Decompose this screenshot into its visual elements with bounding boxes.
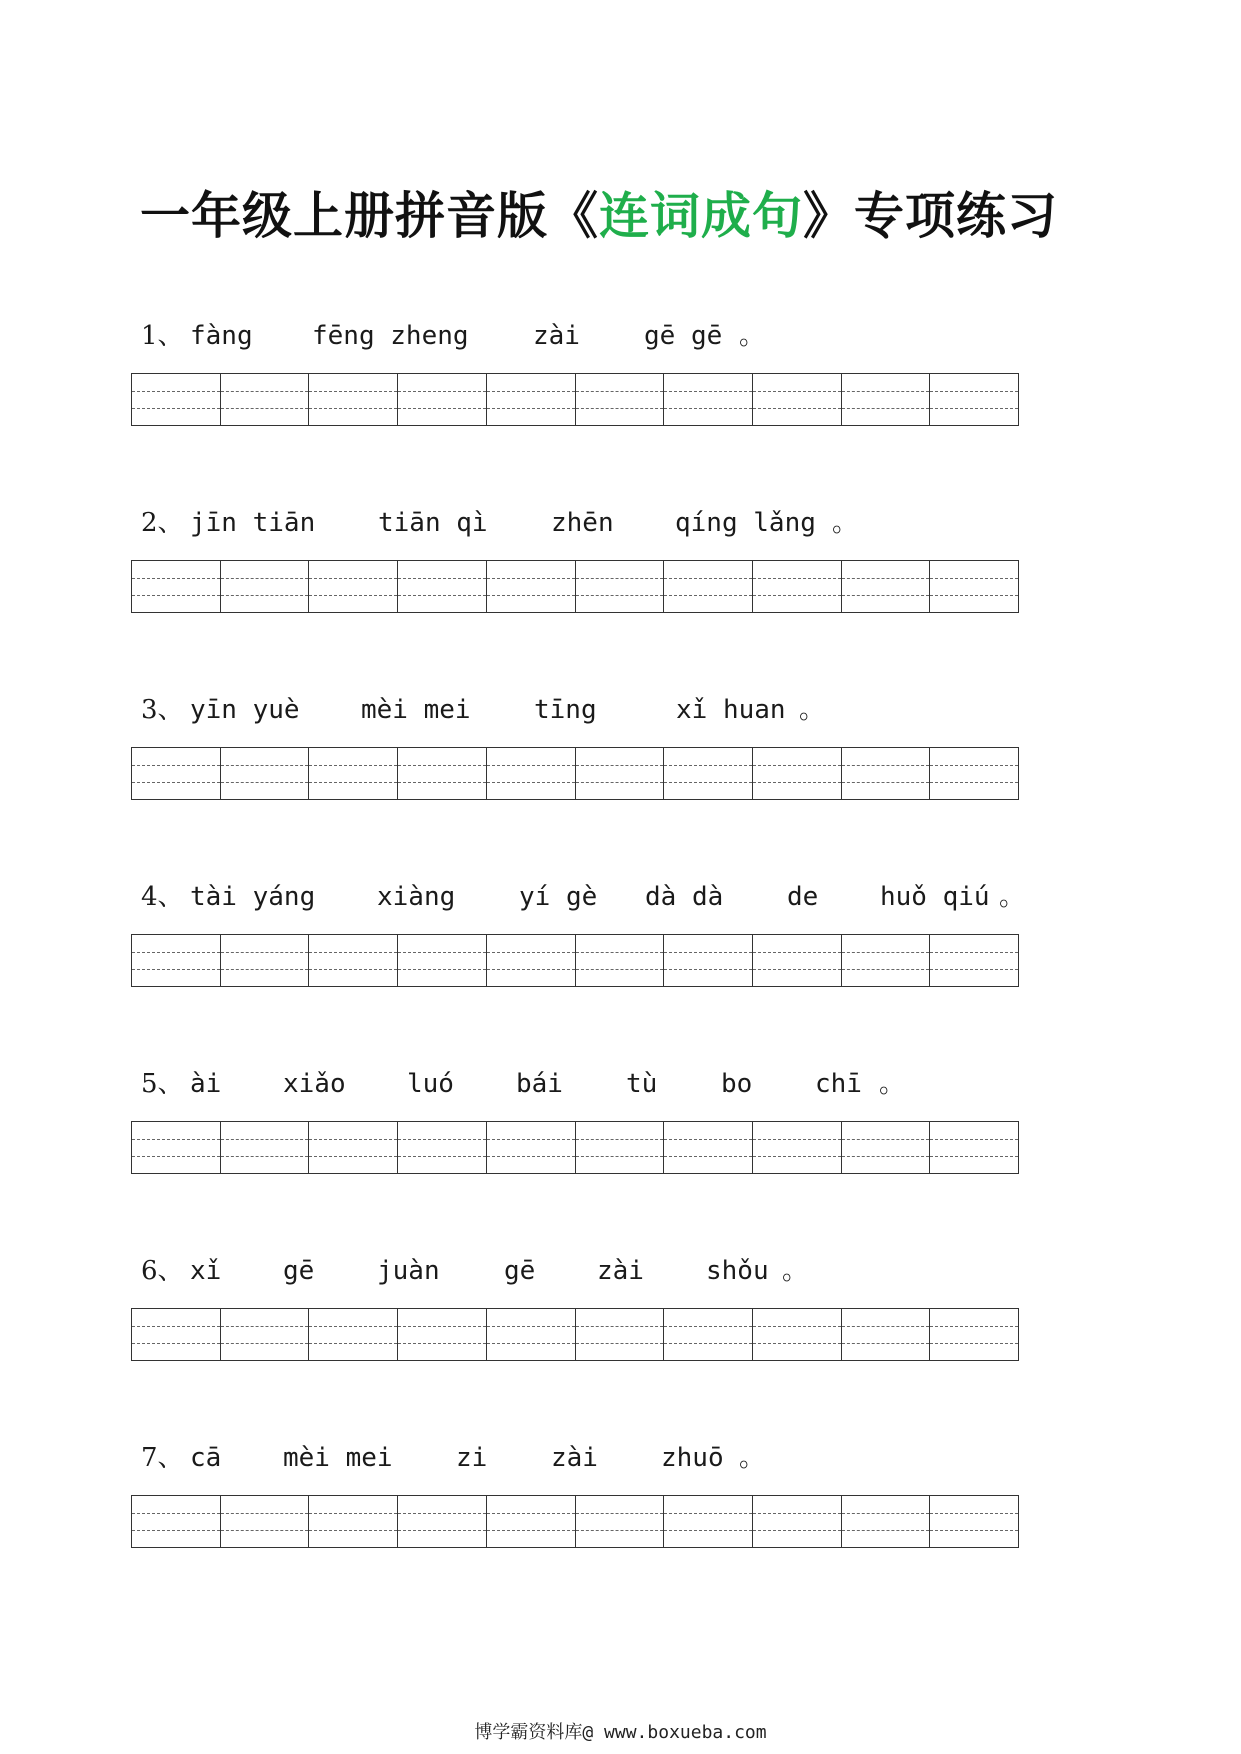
answer-cell[interactable]	[576, 1122, 665, 1173]
pinyin-word: xǐ huan	[676, 695, 786, 725]
answer-cell[interactable]	[664, 935, 753, 986]
answer-cell[interactable]	[132, 561, 221, 612]
answer-cell[interactable]	[930, 1496, 1018, 1547]
answer-cell[interactable]	[398, 1122, 487, 1173]
answer-cell[interactable]	[930, 374, 1018, 425]
title-before: 一年级上册拼音版《	[140, 187, 599, 245]
answer-cell[interactable]	[576, 1309, 665, 1360]
answer-cell[interactable]	[132, 1496, 221, 1547]
question-number: 7、	[141, 1443, 184, 1473]
answer-cell[interactable]	[576, 935, 665, 986]
answer-cell[interactable]	[753, 748, 842, 799]
pinyin-word: 。	[999, 882, 1026, 912]
answer-cell[interactable]	[487, 748, 576, 799]
answer-cell[interactable]	[930, 935, 1018, 986]
answer-grid[interactable]	[131, 1308, 1019, 1361]
pinyin-word: dà dà	[645, 882, 724, 912]
answer-cell[interactable]	[132, 374, 221, 425]
pinyin-word: qíng lǎng	[675, 508, 816, 538]
title-after: 》专项练习	[803, 187, 1058, 245]
pinyin-word: zài	[551, 1443, 598, 1473]
answer-cell[interactable]	[398, 935, 487, 986]
answer-cell[interactable]	[221, 1496, 310, 1547]
answer-cell[interactable]	[132, 1309, 221, 1360]
answer-cell[interactable]	[753, 1122, 842, 1173]
answer-cell[interactable]	[664, 1122, 753, 1173]
pinyin-word: tiān qì	[378, 508, 488, 538]
answer-cell[interactable]	[309, 374, 398, 425]
pinyin-word: gē	[283, 1256, 315, 1286]
pinyin-word: 。	[739, 321, 766, 351]
answer-cell[interactable]	[664, 1309, 753, 1360]
answer-cell[interactable]	[576, 748, 665, 799]
answer-cell[interactable]	[132, 935, 221, 986]
answer-cell[interactable]	[842, 748, 931, 799]
pinyin-word: jīn tiān	[190, 508, 316, 538]
pinyin-word: xǐ	[190, 1256, 222, 1286]
answer-cell[interactable]	[753, 1496, 842, 1547]
answer-cell[interactable]	[664, 1496, 753, 1547]
question-number: 4、	[141, 882, 184, 912]
pinyin-word: xiǎo	[283, 1069, 346, 1099]
answer-cell[interactable]	[842, 1496, 931, 1547]
question-number: 5、	[141, 1069, 184, 1099]
pinyin-word: gē	[504, 1256, 536, 1286]
pinyin-word: zi	[456, 1443, 488, 1473]
pinyin-word: mèi mei	[283, 1443, 393, 1473]
answer-grid[interactable]	[131, 747, 1019, 800]
answer-cell[interactable]	[132, 748, 221, 799]
pinyin-word: shǒu	[706, 1256, 769, 1286]
question-number: 2、	[141, 508, 184, 538]
answer-cell[interactable]	[487, 1496, 576, 1547]
answer-cell[interactable]	[576, 374, 665, 425]
pinyin-word: de	[787, 882, 819, 912]
answer-cell[interactable]	[398, 1496, 487, 1547]
answer-cell[interactable]	[753, 935, 842, 986]
pinyin-word: zài	[533, 321, 580, 351]
answer-grid[interactable]	[131, 1495, 1019, 1548]
pinyin-word: yí gè	[519, 882, 598, 912]
answer-cell[interactable]	[842, 374, 931, 425]
question-1	[131, 318, 1031, 448]
answer-grid[interactable]	[131, 934, 1019, 987]
answer-cell[interactable]	[487, 1122, 576, 1173]
answer-grid[interactable]	[131, 373, 1019, 426]
pinyin-word: cā	[190, 1443, 222, 1473]
pinyin-word: gē gē	[644, 321, 723, 351]
answer-cell[interactable]	[576, 561, 665, 612]
answer-cell[interactable]	[842, 1122, 931, 1173]
answer-cell[interactable]	[221, 748, 310, 799]
pinyin-word: juàn	[377, 1256, 440, 1286]
pinyin-word: tài yáng	[190, 882, 316, 912]
answer-cell[interactable]	[487, 935, 576, 986]
answer-grid[interactable]	[131, 1121, 1019, 1174]
answer-cell[interactable]	[930, 561, 1018, 612]
question-7	[131, 1440, 1031, 1570]
answer-cell[interactable]	[398, 374, 487, 425]
question-3	[131, 692, 1031, 822]
pinyin-word: bo	[721, 1069, 753, 1099]
pinyin-word: zhēn	[551, 508, 614, 538]
pinyin-word: 。	[879, 1069, 906, 1099]
pinyin-word: tīng	[534, 695, 597, 725]
pinyin-word: mèi mei	[361, 695, 471, 725]
answer-cell[interactable]	[664, 561, 753, 612]
question-number: 6、	[141, 1256, 184, 1286]
pinyin-word: fàng	[190, 321, 253, 351]
question-4	[131, 879, 1031, 1009]
pinyin-word: huǒ qiú	[880, 882, 990, 912]
answer-cell[interactable]	[221, 1309, 310, 1360]
answer-cell[interactable]	[309, 1122, 398, 1173]
pinyin-word: zài	[597, 1256, 644, 1286]
answer-cell[interactable]	[842, 935, 931, 986]
footer-watermark: 博学霸资料库@ www.boxueba.com	[474, 1722, 767, 1743]
answer-cell[interactable]	[309, 748, 398, 799]
question-5	[131, 1066, 1031, 1196]
pinyin-word: 。	[799, 695, 826, 725]
pinyin-word: luó	[407, 1069, 454, 1099]
question-number: 1、	[141, 321, 184, 351]
pinyin-word: xiàng	[377, 882, 456, 912]
answer-cell[interactable]	[398, 748, 487, 799]
answer-cell[interactable]	[487, 374, 576, 425]
pinyin-word: fēng zheng	[312, 321, 469, 351]
answer-cell[interactable]	[398, 1309, 487, 1360]
answer-cell[interactable]	[221, 561, 310, 612]
answer-cell[interactable]	[664, 748, 753, 799]
answer-cell[interactable]	[753, 374, 842, 425]
pinyin-word: 。	[739, 1443, 766, 1473]
pinyin-word: ài	[190, 1069, 222, 1099]
question-2	[131, 505, 1031, 635]
answer-cell[interactable]	[309, 1309, 398, 1360]
answer-cell[interactable]	[487, 1309, 576, 1360]
pinyin-word: 。	[782, 1256, 809, 1286]
pinyin-word: tù	[626, 1069, 658, 1099]
worksheet-title	[140, 186, 1058, 246]
answer-cell[interactable]	[753, 1309, 842, 1360]
answer-grid[interactable]	[131, 560, 1019, 613]
answer-cell[interactable]	[930, 748, 1018, 799]
answer-cell[interactable]	[398, 561, 487, 612]
pinyin-word: 。	[832, 508, 859, 538]
answer-cell[interactable]	[576, 1496, 665, 1547]
pinyin-word: bái	[516, 1069, 563, 1099]
answer-cell[interactable]	[753, 561, 842, 612]
answer-cell[interactable]	[221, 1122, 310, 1173]
answer-cell[interactable]	[930, 1309, 1018, 1360]
answer-cell[interactable]	[487, 561, 576, 612]
answer-cell[interactable]	[309, 935, 398, 986]
question-number: 3、	[141, 695, 184, 725]
pinyin-word: zhuō	[661, 1443, 724, 1473]
answer-cell[interactable]	[842, 1309, 931, 1360]
title-highlight: 连词成句	[599, 187, 803, 245]
pinyin-word: yīn yuè	[190, 695, 300, 725]
pinyin-word: chī	[815, 1069, 862, 1099]
answer-cell[interactable]	[221, 935, 310, 986]
answer-cell[interactable]	[132, 1122, 221, 1173]
answer-cell[interactable]	[309, 1496, 398, 1547]
question-6	[131, 1253, 1031, 1383]
answer-cell[interactable]	[842, 561, 931, 612]
answer-cell[interactable]	[930, 1122, 1018, 1173]
answer-cell[interactable]	[221, 374, 310, 425]
answer-cell[interactable]	[309, 561, 398, 612]
answer-cell[interactable]	[664, 374, 753, 425]
